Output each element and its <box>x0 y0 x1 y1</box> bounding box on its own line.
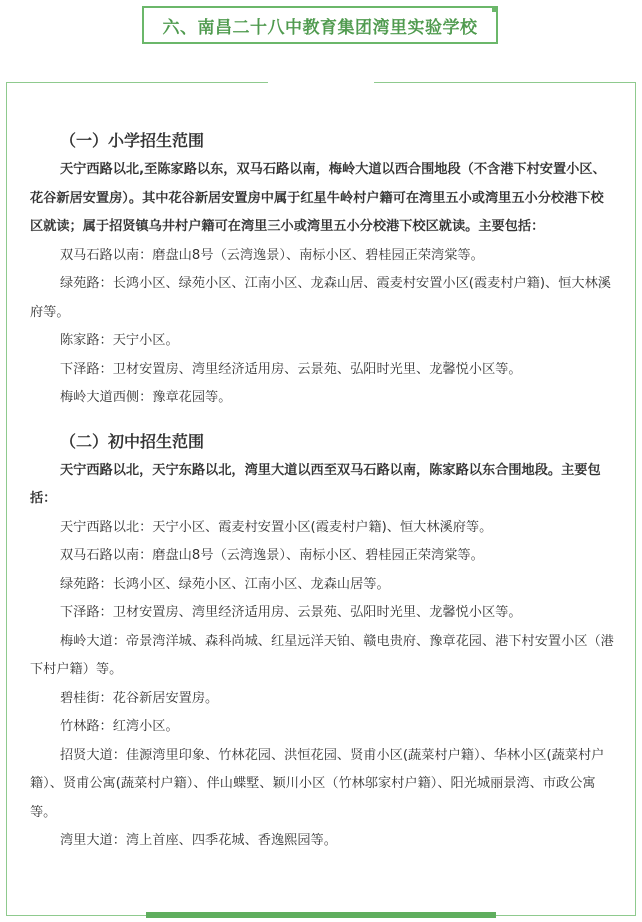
frame-notch <box>268 78 374 86</box>
middle-item: 下泽路：卫材安置房、湾里经济适用房、云景苑、弘阳时光里、龙馨悦小区等。 <box>60 605 522 620</box>
middle-item: 梅岭大道：帝景湾洋城、森科尚城、红星远洋天铂、赣电贵府、豫章花园、港下村安置小区（港下村户籍）等。 <box>30 633 614 677</box>
primary-item: 下泽路：卫材安置房、湾里经济适用房、云景苑、弘阳时光里、龙馨悦小区等。 <box>60 361 522 377</box>
bottom-accent-bar <box>146 912 496 918</box>
middle-item: 碧桂街：花谷新居安置房。 <box>60 690 219 706</box>
page-title: 六、南昌二十八中教育集团湾里实验学校 <box>162 17 478 38</box>
primary-item: 绿苑路：长鸿小区、绿苑小区、江南小区、龙森山居、霞麦村安置小区(霞麦村户籍)、恒大林溪府等。 <box>30 276 611 320</box>
primary-item: 陈家路：天宁小区。 <box>60 333 179 348</box>
primary-school-heading: （一）小学招生范围 <box>60 131 205 150</box>
title-corner-mark <box>492 6 498 12</box>
middle-item: 湾里大道：湾上首座、四季花城、香逸熙园等。 <box>60 833 337 848</box>
primary-intro: 天宁西路以北,至陈家路以东，双马石路以南，梅岭大道以西合围地段（不含港下村安置小区、花谷新居安置房）。其中花谷新居安置房中属于红星牛岭村户籍可在湾里五小或湾里五小分校港下校区就读；属于招贤镇乌井村户籍可在湾里三小或湾里五小分校港下校区就读。主要包括： <box>30 162 606 234</box>
middle-item: 招贤大道：佳源湾里印象、竹林花园、洪恒花园、贤甫小区(蔬菜村户籍）、华林小区(蔬菜村户籍）、贤甫公寓(蔬菜村户籍）、伴山蝶墅、颖川小区（竹林邬家村户籍）、阳光城丽景湾、市政公寓等。 <box>30 747 605 820</box>
title-box <box>142 6 498 44</box>
middle-item: 天宁西路以北：天宁小区、霞麦村安置小区(霞麦村户籍)、恒大林溪府等。 <box>60 519 493 535</box>
primary-item: 双马石路以南：磨盘山8号（云湾逸景）、南标小区、碧桂园正荣湾棠等。 <box>60 247 484 263</box>
primary-item: 梅岭大道西侧：豫章花园等。 <box>60 390 232 405</box>
section-gap <box>30 413 616 429</box>
middle-school-heading: （二）初中招生范围 <box>60 431 205 451</box>
middle-item: 竹林路：红湾小区。 <box>60 719 179 734</box>
content-body <box>30 128 616 856</box>
middle-item: 绿苑路：长鸿小区、绿苑小区、江南小区、龙森山居等。 <box>60 576 390 592</box>
middle-intro: 天宁西路以北，天宁东路以北，湾里大道以西至双马石路以南，陈家路以东合围地段。主要包括： <box>30 462 601 506</box>
middle-item: 双马石路以南：磨盘山8号（云湾逸景）、南标小区、碧桂园正荣湾棠等。 <box>60 548 484 563</box>
